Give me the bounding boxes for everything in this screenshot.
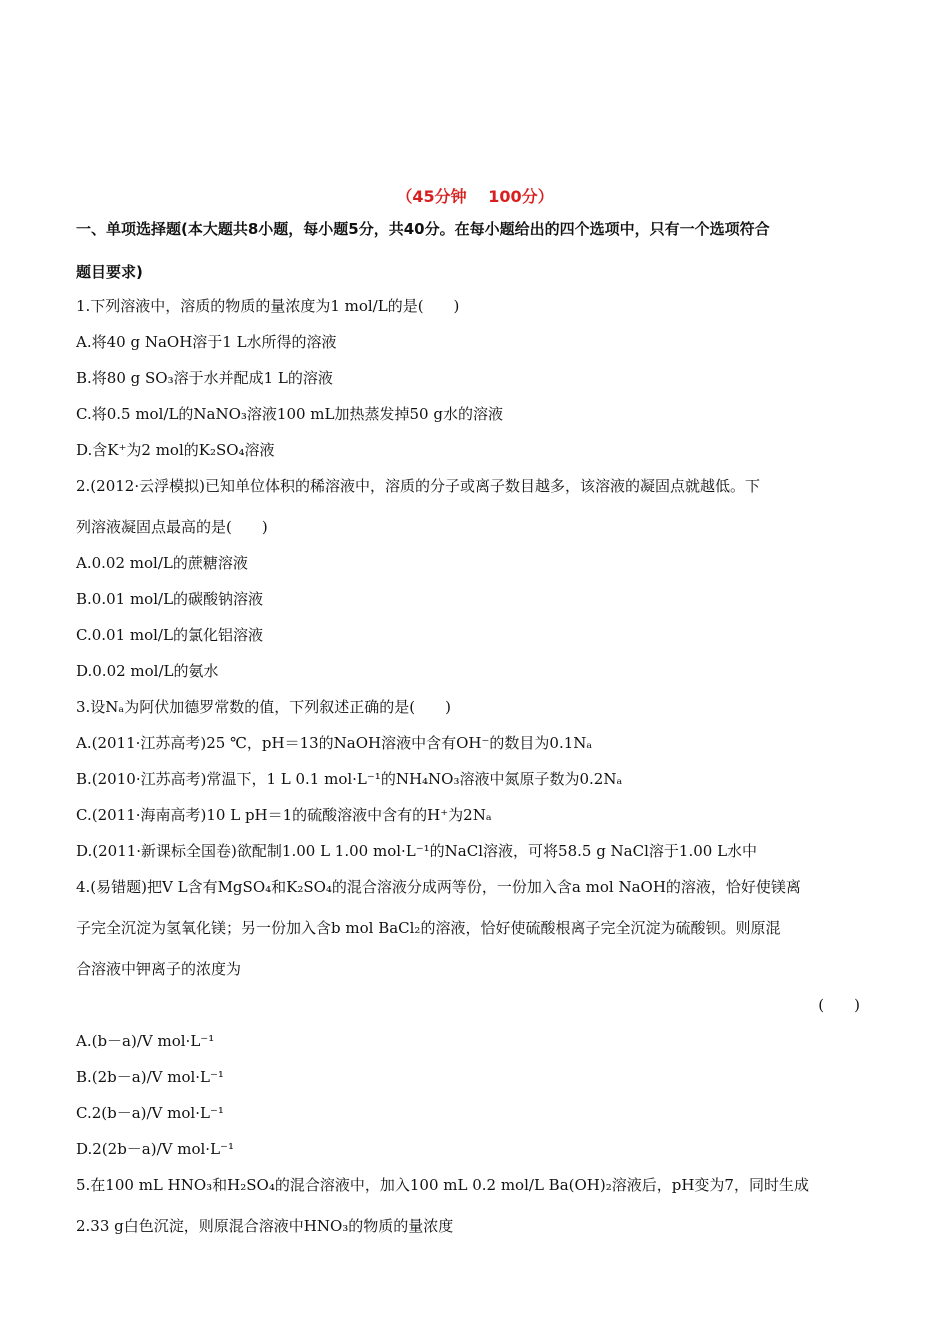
q2-option-b: B.0.01 mol/L的碳酸钠溶液 (76, 590, 264, 608)
q1-option-b: B.将80 g SO₃溶于水并配成1 L的溶液 (76, 369, 333, 387)
q2-stem-line1: 2.(2012·云浮模拟)已知单位体积的稀溶液中，溶质的分子或离子数目越多，该溶液的凝固点就越低。下 (76, 477, 760, 495)
q4-option-d: D.2(2b－a)/V mol·L⁻¹ (76, 1140, 234, 1158)
q2-option-d: D.0.02 mol/L的氨水 (76, 662, 219, 680)
q5-stem-line2: 2.33 g白色沉淀，则原混合溶液中HNO₃的物质的量浓度 (76, 1217, 454, 1235)
q4-option-b: B.(2b－a)/V mol·L⁻¹ (76, 1068, 224, 1086)
q3-option-b: B.(2010·江苏高考)常温下，1 L 0.1 mol·L⁻¹的NH₄NO₃溶液中氮原子数为0.2Nₐ (76, 770, 623, 788)
q4-option-a: A.(b－a)/V mol·L⁻¹ (76, 1032, 215, 1050)
q3-option-d: D.(2011·新课标全国卷)欲配制1.00 L 1.00 mol·L⁻¹的NaCl溶液，可将58.5 g NaCl溶于1.00 L水中 (76, 842, 758, 860)
q3-stem: 3.设Nₐ为阿伏加德罗常数的值，下列叙述正确的是( ) (76, 698, 451, 716)
time-score-title: （45分钟 100分） (396, 187, 554, 206)
q5-stem-line1: 5.在100 mL HNO₃和H₂SO₄的混合溶液中，加入100 mL 0.2 mol/L Ba(OH)₂溶液后，pH变为7，同时生成 (76, 1176, 809, 1194)
section-heading-line1: 一、单项选择题(本大题共8小题，每小题5分，共40分。在每小题给出的四个选项中，只有一个选项符合 (76, 220, 770, 238)
section-heading-line2: 题目要求) (76, 263, 143, 281)
q4-answer-bracket: ( ) (818, 996, 860, 1014)
q4-stem-line1: 4.(易错题)把V L含有MgSO₄和K₂SO₄的混合溶液分成两等份，一份加入含a mol NaOH的溶液，恰好使镁离 (76, 878, 801, 896)
q2-option-a: A.0.02 mol/L的蔗糖溶液 (76, 554, 248, 572)
q4-option-c: C.2(b－a)/V mol·L⁻¹ (76, 1104, 224, 1122)
q1-option-d: D.含K⁺为2 mol的K₂SO₄溶液 (76, 441, 275, 459)
q2-stem-line2: 列溶液凝固点最高的是( ) (76, 518, 268, 536)
q3-option-c: C.(2011·海南高考)10 L pH＝1的硫酸溶液中含有的H⁺为2Nₐ (76, 806, 492, 824)
q4-stem-line3: 合溶液中钾离子的浓度为 (76, 960, 242, 978)
q2-option-c: C.0.01 mol/L的氯化铝溶液 (76, 626, 263, 644)
q4-stem-line2: 子完全沉淀为氢氧化镁；另一份加入含b mol BaCl₂的溶液，恰好使硫酸根离子完全沉淀为硫酸钡。则原混 (76, 919, 781, 937)
q3-option-a: A.(2011·江苏高考)25 ℃，pH＝13的NaOH溶液中含有OH⁻的数目为0.1Nₐ (76, 734, 593, 752)
q1-option-a: A.将40 g NaOH溶于1 L水所得的溶液 (76, 333, 337, 351)
q1-stem: 1.下列溶液中，溶质的物质的量浓度为1 mol/L的是( ) (76, 297, 460, 315)
q1-option-c: C.将0.5 mol/L的NaNO₃溶液100 mL加热蒸发掉50 g水的溶液 (76, 405, 503, 423)
